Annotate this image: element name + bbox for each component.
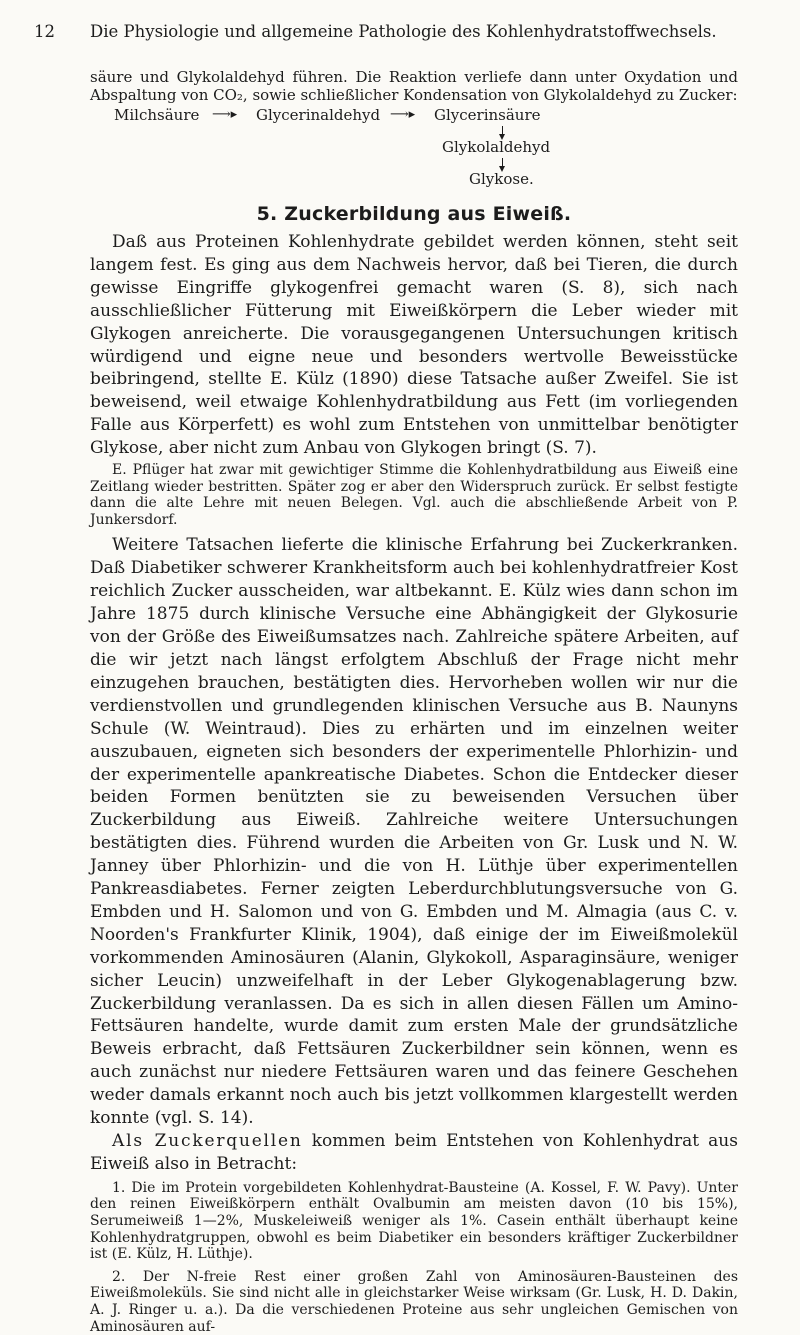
section-heading: 5. Zuckerbildung aus Eiweiß. [256,203,572,225]
arrow-right-icon: ⟶▸ [212,107,238,122]
paragraph-3-rest: kommen beim Entstehen von Kohlenhydrat aus Eiweiß also in Betracht: [90,1131,738,1174]
scheme-glycerinaldehyd: Glycerinaldehyd [256,106,381,124]
scheme-milchsaeure: Milchsäure [114,106,200,124]
intro-paragraph: säure und Glykolaldehyd führen. Die Reaktion verliefe dann unter Oxydation und Abspaltung von CO₂, sowie schließlicher Kondensation von Glykolaldehyd zu Zucker: [90,68,738,104]
arrow-down-icon [502,158,503,168]
running-title: Die Physiologie und allgemeine Pathologie des Kohlenhydratstoffwechsels. [90,22,717,41]
paragraph-1: Daß aus Proteinen Kohlenhydrate gebildet werden können, steht seit langem fest. Es ging aus dem Nachweis hervor, daß bei Tieren, die durch gewisse Eingriffe glykogenfrei gemacht waren (S. 8), sich nach ausschließlicher Fütterung mit Eiweißkörpern die Leber wieder mit Glykogen anreicherte. Die vorausgegangenen Untersuchungen kritisch würdigend und eigne neue und besonders wertvolle Beweisstücke beibringend, stellte E. Külz (1890) diese Tatsache außer Zweifel. Sie ist beweisend, weil etwaige Kohlenhydratbildung aus Fett (im vorliegenden Falle aus Körperfett) es wohl zum Entstehen von unmittelbar benötigter Glykose, aber nicht zum Anbau von Glykogen bringt (S. 7). [90,232,738,459]
running-header [34,0,738,41]
reaction-scheme [90,106,738,188]
list-item-1: 1. Die im Protein vorgebildeten Kohlenhydrat-Bausteine (A. Kossel, F. W. Pavy). Unter den reinen Eiweißkörpern enthält Ovalbumin am meisten davon (10 bis 15%), Serumeiweiß 1—2%, Muskeleiweiß weniger als 1%. Casein enthält überhaupt keine Kohlenhydratgruppen, obwohl es beim Diabetiker ein besonders kräftiger Zuckerbildner ist (E. Külz, H. Lüthje). [90,1179,738,1263]
arrow-down-icon [502,126,503,136]
scheme-glycerinsaeure: Glycerinsäure [434,106,541,124]
list-item-2: 2. Der N-freie Rest einer großen Zahl von Aminosäuren-Bausteinen des Eiweißmoleküls. Sie sind nicht alle in gleichstarker Weise wirksam (Gr. Lusk, H. D. Dakin, A. J. Ringer u. a.). Da die verschiedenen Proteine aus sehr ungleichen Gemischen von Aminosäuren auf- [90,1268,738,1335]
paragraph-3 [90,1130,738,1176]
arrow-right-icon: ⟶▸ [390,107,416,122]
page-number: 12 [34,22,55,41]
note-pflueger: E. Pflüger hat zwar mit gewichtiger Stimme die Kohlenhydratbildung aus Eiweiß eine Zeitlang wieder bestritten. Später zog er aber den Widerspruch zurück. Er selbst festigte dann die alte Lehre mit neuen Belegen. Vgl. auch die abschließende Arbeit von P. Junkersdorf. [90,462,738,528]
paragraph-2: Weitere Tatsachen lieferte die klinische Erfahrung bei Zuckerkranken. Daß Diabetiker schwerer Krankheitsform auch bei kohlenhydratfreier Kost reichlich Zucker ausscheiden, war altbekannt. E. Külz wies dann schon im Jahre 1875 durch klinische Versuche eine Abhängigkeit der Glykosurie von der Größe des Eiweißumsatzes nach. Zahlreiche spätere Arbeiten, auf die wir jetzt nach längst erfolgtem Abschluß der Frage nicht mehr einzugehen brauchen, bestätigten dies. Hervorheben wollen wir nur die verdienstvollen und grundlegenden klinischen Versuche aus B. Naunyns Schule (W. Weintraud). Dies zu erhärten und im einzelnen weiter auszubauen, eigneten sich besonders der experimentelle Phlorhizin- und der experimentelle apankreatische Diabetes. Schon die Entdecker dieser beiden Formen benützten sie zu beweisenden Versuchen über Zuckerbildung aus Eiweiß. Zahlreiche weitere Untersuchungen bestätigten dies. Führend wurden die Arbeiten von Gr. Lusk und N. W. Janney über Phlorhizin- und die von H. Lüthje über experimentellen Pankreasdiabetes. Ferner zeigten Leberdurchblutungsversuche von G. Embden und H. Salomon und von G. Embden und M. Almagia (aus C. v. Noorden's Frankfurter Klinik, 1904), daß einige der im Eiweißmolekül vorkommenden Aminosäuren (Alanin, Glykokoll, Asparaginsäure, weniger sicher Leucin) unzweifelhaft in der Leber Glykogenablagerung bzw. Zuckerbildung veranlassen. Da es sich in allen diesen Fällen um Amino-Fettsäuren handelte, wurde damit zum ersten Male der grundsätzliche Beweis erbracht, daß Fettsäuren Zuckerbildner sein können, wenn es auch zunächst nur niedere Fettsäuren waren und das feinere Geschehen weder damals erkannt noch auch bis jetzt vollkommen klargestellt werden konnte (vgl. S. 14). [90,535,738,1129]
scheme-glykolaldehyd: Glykolaldehyd [442,138,551,156]
scheme-glykose: Glykose. [469,170,534,188]
emphasis-zuckerquellen: Als Zuckerquellen [112,1131,303,1151]
